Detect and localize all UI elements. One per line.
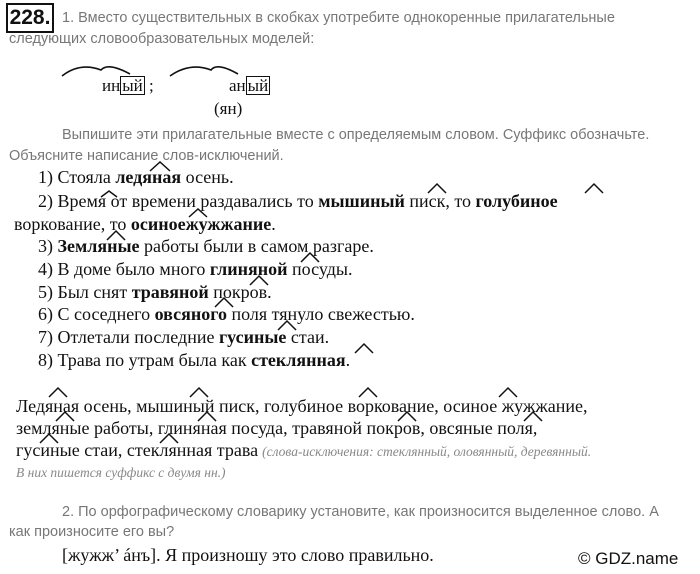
bold-word: овсяного: [154, 304, 227, 324]
sentence-text: стаи.: [290, 327, 330, 347]
sentence-5: [38, 282, 272, 303]
model-2-variant: (ян): [214, 99, 243, 118]
sentence-text: работы были в самом разгаре.: [144, 236, 374, 256]
sentence-number: 5): [38, 282, 53, 302]
sentence-text: Трава по утрам была как: [57, 350, 247, 370]
sentence-text: .: [345, 350, 351, 370]
sentence-number: 1): [38, 167, 53, 187]
sentence-text: писк, то: [409, 191, 472, 211]
model-2-stem: ан: [229, 76, 246, 95]
task-number: 228.: [6, 3, 54, 33]
model-2-suffix-box: ый: [247, 76, 269, 95]
instruction-line-1: 1. Вместо существительных в скобках употребите однокоренные прилагательные: [62, 10, 615, 26]
bold-word: осиноежужжание: [130, 214, 272, 234]
sentence-8: [38, 350, 350, 371]
sentence-6: [38, 304, 415, 325]
subtask-line-1: Выпишите эти прилагательные вместе с определяемым словом. Суффикс обозначьте.: [62, 127, 650, 143]
bold-word: глиняной: [209, 259, 288, 279]
sentence-text: Был снят: [57, 282, 128, 302]
sentence-text: покров.: [213, 282, 272, 302]
root-arc-model-1: [62, 67, 130, 76]
watermark: © GDZ.name: [578, 549, 679, 568]
sentence-text: Стояла: [57, 167, 111, 187]
sentence-text: осень.: [185, 167, 234, 187]
model-1-suffix-box: ый: [122, 76, 143, 95]
sentence-text: В доме было много: [57, 259, 206, 279]
answer-text: гусиные стаи, стеклянная трава: [16, 440, 259, 460]
task-2-answer: [жужж’ áнъ]. Я произношу это слово правильно.: [62, 545, 434, 565]
answer-line-1: Ледяная осень, мышиный писк, голубиное воркование, осиное жужжание,: [16, 396, 588, 416]
sentence-number: 3): [38, 236, 53, 256]
task-2-line-2: как произносите его вы?: [9, 524, 175, 540]
sentence-number: 2): [38, 191, 53, 211]
sentence-number: 7): [38, 327, 53, 347]
sentence-text: С соседнего: [57, 304, 151, 324]
bold-word: стеклянная: [251, 350, 346, 370]
bold-word: гусиные: [218, 327, 287, 347]
instruction-line-2: следующих словообразовательных моделей:: [9, 31, 315, 47]
exceptions-note: (слова-исключения: стеклянный, оловянный, деревянный.: [262, 444, 592, 459]
model-separator: ;: [148, 76, 154, 95]
sentence-number: 6): [38, 304, 53, 324]
sentence-number: 4): [38, 259, 53, 279]
sentence-text: Время от времени раздавались то: [57, 191, 314, 211]
bold-word: мышиный: [318, 191, 405, 211]
bold-word: ледяная: [115, 167, 182, 187]
sentence-1: [38, 167, 234, 188]
sentence-7: [38, 327, 329, 348]
suffix-caret: [585, 184, 603, 193]
sentence-text: Отлетали последние: [57, 327, 215, 347]
root-arc-model-2: [170, 67, 238, 76]
task-2-line-1: 2. По орфографическому словарику установите, как произносится выделенное слово. А: [62, 504, 659, 520]
bold-word: Земляные: [57, 236, 140, 256]
suffix-caret: [355, 344, 373, 353]
model-2: [229, 76, 270, 96]
sentence-4: [38, 259, 352, 280]
bold-word: травяной: [131, 282, 209, 302]
sentence-number: 8): [38, 350, 53, 370]
sentence-text: посуды.: [292, 259, 353, 279]
model-1-stem: ин: [102, 76, 121, 95]
model-1: [102, 76, 154, 96]
sentence-text: .: [271, 214, 276, 234]
answer-line-2: земляные работы, глиняная посуда, травяной покров, овсяные поля,: [16, 418, 538, 438]
sentence-2-continued: [14, 214, 276, 235]
sentence-3: [38, 236, 374, 257]
bold-word: голубиное: [475, 191, 558, 211]
subtask-line-2: Объясните написание слов-исключений.: [9, 148, 284, 164]
sentence-text: поля тянуло свежестью.: [231, 304, 415, 324]
answer-line-3: [16, 440, 591, 461]
sentence-2: [38, 191, 558, 212]
exceptions-note-continued: В них пишется суффикс с двумя нн.): [16, 465, 226, 480]
sentence-text: воркование, то: [14, 214, 127, 234]
